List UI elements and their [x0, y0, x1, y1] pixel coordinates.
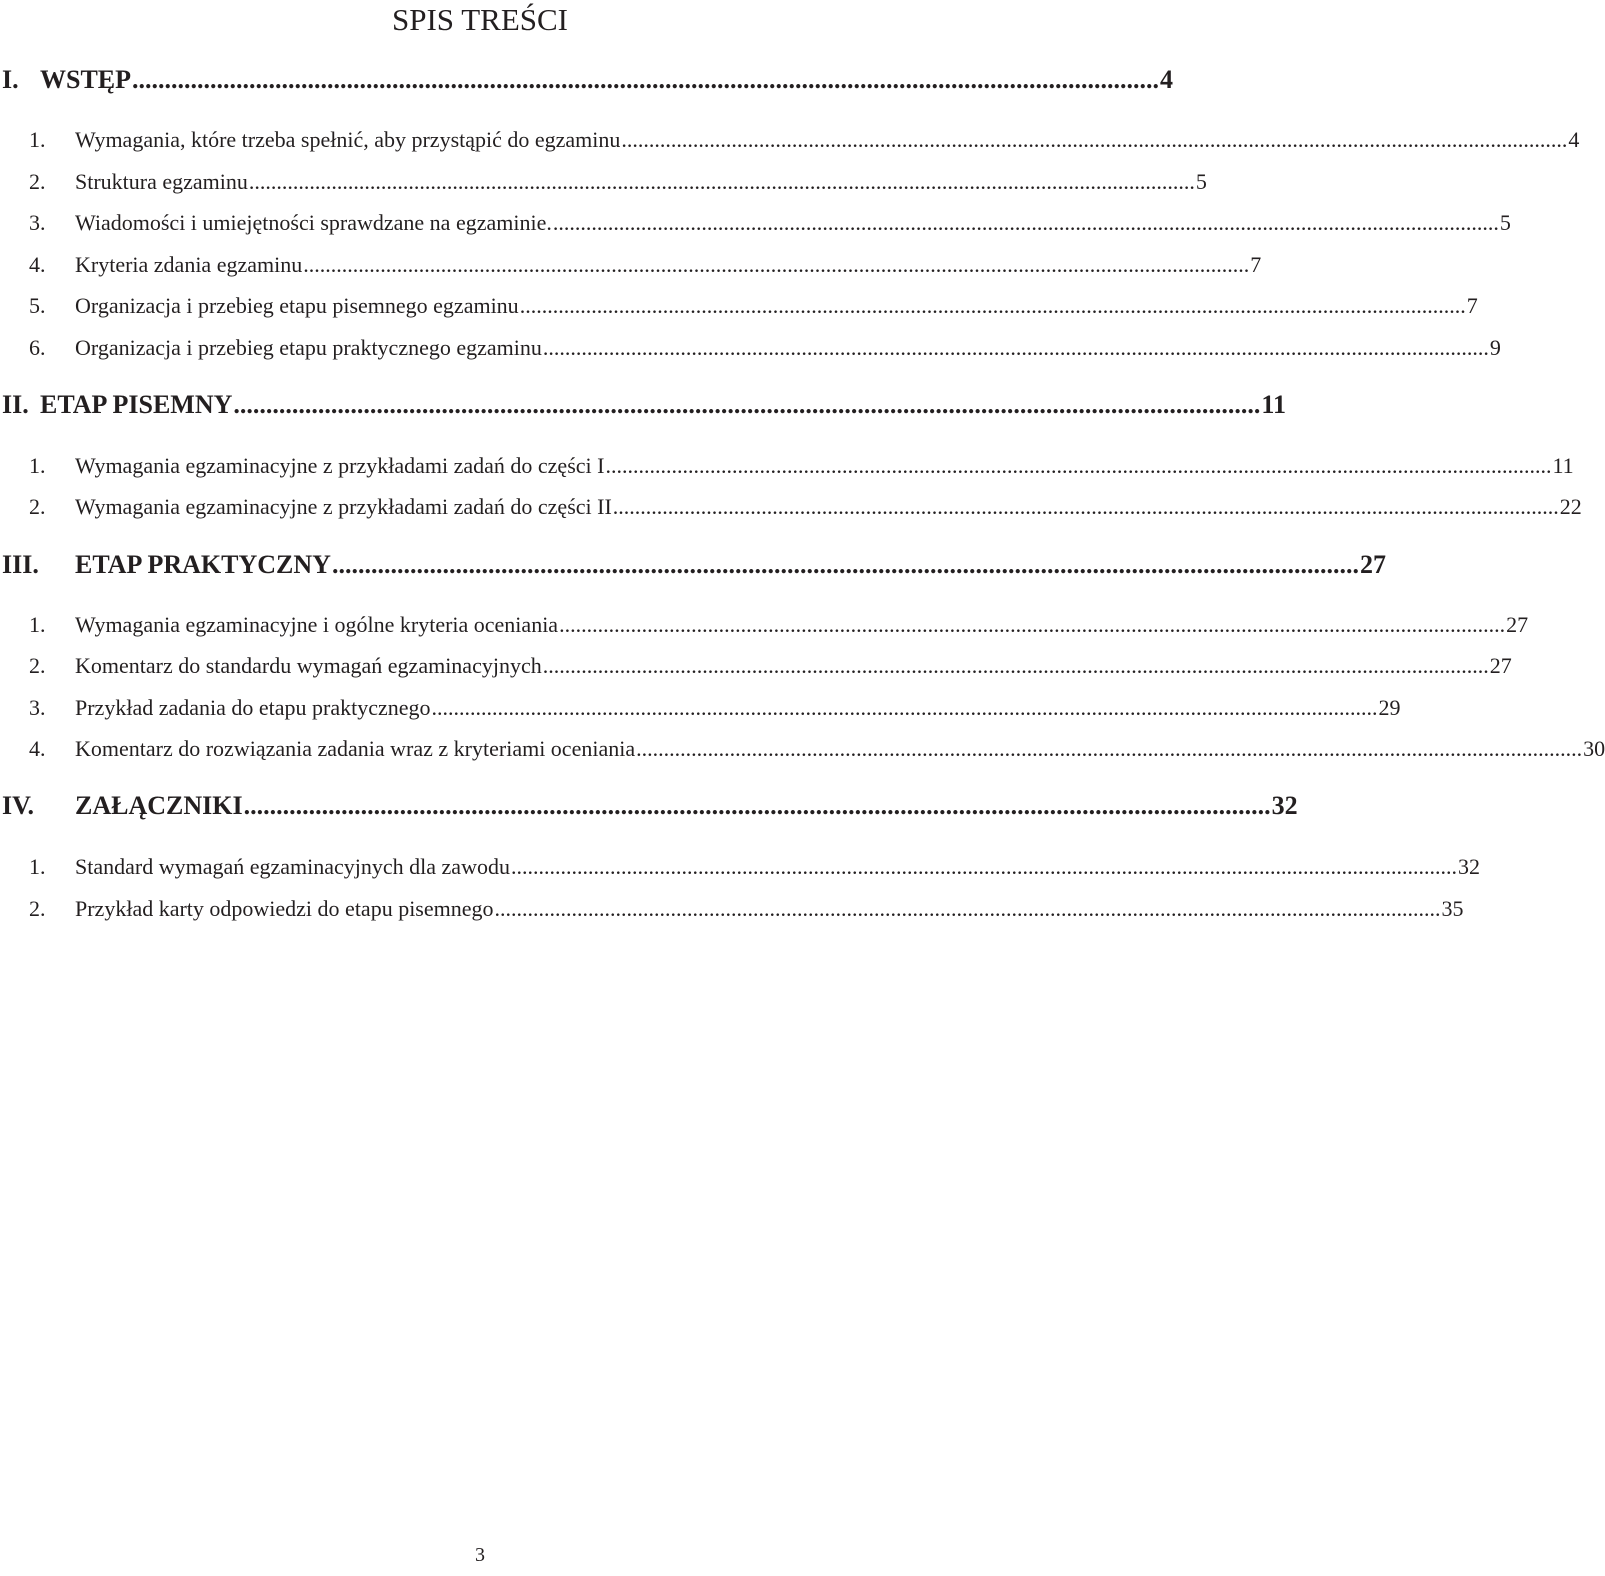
toc-leader-dots: ..............................................................................................................................................................: [331, 550, 1359, 579]
toc-leader-dots: ............................................................................................................................................................................: [612, 494, 1559, 519]
toc-section-2[interactable]: [2, 385, 1286, 425]
toc-leader-dots: ............................................................................................................................................................................: [559, 612, 1506, 637]
toc-page-number: 11: [1552, 453, 1574, 478]
toc-page-number: 5: [1195, 169, 1207, 194]
toc-item-number: 4.: [29, 252, 46, 277]
toc-item-number: 2.: [29, 494, 46, 519]
toc-item-number: 3.: [29, 695, 46, 720]
toc-section-label: ETAP PRAKTYCZNY: [75, 550, 331, 579]
toc-item[interactable]: [0, 893, 1464, 925]
toc-item-number: 4.: [29, 736, 46, 761]
toc-item-number: 2.: [29, 169, 46, 194]
toc-section-4[interactable]: [2, 786, 1298, 826]
toc-section-number: I.: [2, 65, 19, 94]
toc-leader-dots: ............................................................................................................................................................................: [542, 335, 1489, 360]
toc-item[interactable]: [0, 733, 1605, 765]
toc-item[interactable]: [0, 249, 1262, 281]
toc-page-number: 27: [1489, 653, 1512, 678]
toc-item-number: 1.: [29, 453, 46, 478]
toc-item-label: Wiadomości i umiejętności sprawdzane na egzaminie.: [75, 210, 552, 235]
toc-section-label: ZAŁĄCZNIKI: [75, 791, 243, 820]
toc-leader-dots: ............................................................................................................................................................................: [605, 453, 1552, 478]
toc-leader-dots: ............................................................................................................................................................................: [510, 854, 1457, 879]
toc-item[interactable]: [0, 851, 1480, 883]
toc-item-number: 2.: [29, 653, 46, 678]
toc-item-label: Przykład karty odpowiedzi do etapu pisemnego: [75, 896, 494, 921]
toc-section-label: ETAP PISEMNY: [40, 390, 233, 419]
toc-item[interactable]: [0, 491, 1582, 523]
toc-item[interactable]: [0, 166, 1207, 198]
toc-item-label: Wymagania, które trzeba spełnić, aby przystąpić do egzaminu: [75, 127, 621, 152]
toc-item-number: 1.: [29, 854, 46, 879]
toc-item-number: 6.: [29, 335, 46, 360]
toc-leader-dots: ............................................................................................................................................................................: [519, 293, 1466, 318]
toc-leader-dots: ............................................................................................................................................................................: [552, 210, 1499, 235]
toc-page-number: 7: [1250, 252, 1262, 277]
toc-page-number: 27: [1506, 612, 1529, 637]
page-number: 3: [475, 1544, 485, 1566]
toc-item-number: 2.: [29, 896, 46, 921]
toc-item-label: Przykład zadania do etapu praktycznego: [75, 695, 431, 720]
toc-item[interactable]: [0, 124, 1580, 156]
toc-item[interactable]: [0, 609, 1529, 641]
toc-page-number: 29: [1378, 695, 1401, 720]
toc-item[interactable]: [0, 207, 1511, 239]
toc-item-label: Komentarz do rozwiązania zadania wraz z kryteriami oceniania: [75, 736, 636, 761]
toc-page-number: 9: [1489, 335, 1501, 360]
toc-leader-dots: ..............................................................................................................................................................: [233, 390, 1261, 419]
toc-leader-dots: ..............................................................................................................................................................: [132, 65, 1160, 94]
toc-item-label: Kryteria zdania egzaminu: [75, 252, 303, 277]
toc-section-number: IV.: [2, 791, 35, 820]
toc-page-number: 22: [1559, 494, 1582, 519]
toc-section-3[interactable]: [2, 545, 1386, 585]
toc-item-number: 3.: [29, 210, 46, 235]
toc-item-label: Wymagania egzaminacyjne z przykładami zadań do części II: [75, 494, 612, 519]
toc-leader-dots: ............................................................................................................................................................................: [636, 736, 1583, 761]
toc-title: SPIS TREŚCI: [391, 2, 569, 37]
toc-page-number: 32: [1271, 791, 1298, 820]
toc-section-number: III.: [2, 550, 39, 579]
toc-leader-dots: ............................................................................................................................................................................: [303, 252, 1250, 277]
toc-leader-dots: ............................................................................................................................................................................: [431, 695, 1378, 720]
toc-item[interactable]: [0, 290, 1478, 322]
toc-page-number: 11: [1261, 390, 1286, 419]
toc-item[interactable]: [0, 692, 1401, 724]
toc-page-number: 5: [1499, 210, 1511, 235]
toc-page-number: 35: [1441, 896, 1464, 921]
toc-item-number: 1.: [29, 127, 46, 152]
toc-item-label: Organizacja i przebieg etapu pisemnego egzaminu: [75, 293, 519, 318]
toc-item-label: Organizacja i przebieg etapu praktycznego egzaminu: [75, 335, 542, 360]
toc-page-number: 4: [1568, 127, 1580, 152]
toc-item-label: Wymagania egzaminacyjne z przykładami zadań do części I: [75, 453, 605, 478]
toc-item[interactable]: [0, 450, 1574, 482]
toc-page-number: 7: [1466, 293, 1478, 318]
toc-item-label: Wymagania egzaminacyjne i ogólne kryteria oceniania: [75, 612, 559, 637]
toc-leader-dots: ............................................................................................................................................................................: [542, 653, 1489, 678]
toc-page-number: 32: [1457, 854, 1480, 879]
toc-leader-dots: ............................................................................................................................................................................: [494, 896, 1441, 921]
toc-item[interactable]: [0, 650, 1512, 682]
toc-item-label: Standard wymagań egzaminacyjnych dla zawodu: [75, 854, 510, 879]
toc-section-1[interactable]: [2, 60, 1174, 100]
toc-page-number: 27: [1359, 550, 1386, 579]
toc-item-number: 5.: [29, 293, 46, 318]
toc-item-label: Komentarz do standardu wymagań egzaminacyjnych: [75, 653, 542, 678]
toc-leader-dots: ..............................................................................................................................................................: [243, 791, 1271, 820]
toc-item-label: Struktura egzaminu: [75, 169, 248, 194]
toc-item[interactable]: [0, 332, 1501, 364]
toc-leader-dots: ............................................................................................................................................................................: [248, 169, 1195, 194]
toc-page-number: 30: [1583, 736, 1605, 761]
toc-item-number: 1.: [29, 612, 46, 637]
toc-section-number: II.: [2, 390, 29, 419]
toc-section-label: WSTĘP: [40, 65, 132, 94]
toc-page-number: 4: [1160, 65, 1174, 94]
toc-leader-dots: ............................................................................................................................................................................: [621, 127, 1568, 152]
